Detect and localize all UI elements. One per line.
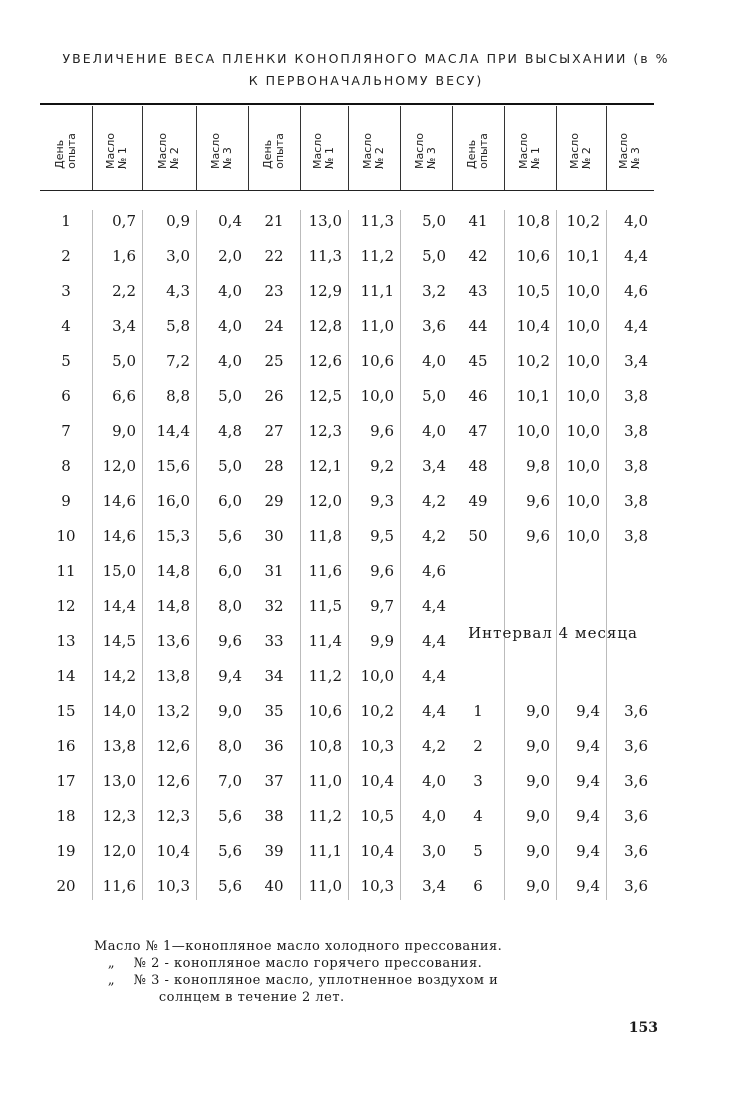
value-cell: 14,6 bbox=[102, 492, 136, 510]
day-cell: 15 bbox=[56, 702, 76, 720]
value-cell: 11,6 bbox=[308, 562, 342, 580]
day-cell: 30 bbox=[264, 527, 284, 545]
day-cell: 17 bbox=[56, 772, 76, 790]
day-cell: 3 bbox=[473, 772, 483, 790]
value-cell: 3,4 bbox=[112, 317, 136, 335]
value-cell: 2,0 bbox=[218, 247, 242, 265]
value-cell: 5,6 bbox=[218, 842, 242, 860]
value-cell: 3,4 bbox=[624, 352, 648, 370]
day-cell: 41 bbox=[468, 212, 488, 230]
interval-label: Интервал 4 месяца bbox=[468, 624, 638, 642]
day-cell: 29 bbox=[264, 492, 284, 510]
value-cell: 10,3 bbox=[360, 737, 394, 755]
column-header-label: Масло № 3 bbox=[616, 132, 642, 170]
value-cell: 5,0 bbox=[112, 352, 136, 370]
day-cell: 40 bbox=[264, 877, 284, 895]
value-cell: 11,2 bbox=[360, 247, 394, 265]
value-cell: 9,5 bbox=[370, 527, 394, 545]
day-cell: 10 bbox=[56, 527, 76, 545]
value-cell: 9,4 bbox=[218, 667, 242, 685]
value-cell: 12,0 bbox=[102, 842, 136, 860]
footnote-oil-1: Масло № 1—конопляное масло холодного прессования. bbox=[94, 939, 503, 954]
value-cell: 11,0 bbox=[308, 877, 342, 895]
day-cell: 24 bbox=[264, 317, 284, 335]
value-cell: 3,6 bbox=[624, 807, 648, 825]
column-header-label: День опыта bbox=[260, 133, 286, 169]
value-cell: 12,0 bbox=[102, 457, 136, 475]
day-cell: 14 bbox=[56, 667, 76, 685]
value-cell: 5,8 bbox=[166, 317, 190, 335]
value-cell: 9,3 bbox=[370, 492, 394, 510]
value-cell: 6,6 bbox=[112, 387, 136, 405]
column-header-label: Масло № 2 bbox=[155, 132, 181, 170]
value-cell: 12,6 bbox=[308, 352, 342, 370]
value-cell: 9,0 bbox=[112, 422, 136, 440]
value-cell: 5,6 bbox=[218, 877, 242, 895]
column-header bbox=[196, 112, 248, 190]
value-cell: 13,0 bbox=[102, 772, 136, 790]
value-cell: 14,4 bbox=[156, 422, 190, 440]
value-cell: 10,6 bbox=[360, 352, 394, 370]
value-cell: 9,0 bbox=[218, 702, 242, 720]
value-cell: 10,4 bbox=[360, 772, 394, 790]
value-cell: 10,1 bbox=[516, 387, 550, 405]
day-cell: 43 bbox=[468, 282, 488, 300]
table-title bbox=[30, 48, 702, 92]
footnotes bbox=[94, 938, 634, 1006]
day-cell: 48 bbox=[468, 457, 488, 475]
value-cell: 10,6 bbox=[516, 247, 550, 265]
column-header-label: Масло № 1 bbox=[310, 132, 336, 170]
value-cell: 4,6 bbox=[624, 282, 648, 300]
value-cell: 4,4 bbox=[624, 247, 648, 265]
value-cell: 3,8 bbox=[624, 492, 648, 510]
column-header-label: День опыта bbox=[52, 133, 78, 169]
value-cell: 9,4 bbox=[576, 807, 600, 825]
column-header-label: День опыта bbox=[464, 133, 490, 169]
day-cell: 31 bbox=[264, 562, 284, 580]
value-cell: 3,8 bbox=[624, 527, 648, 545]
value-cell: 3,2 bbox=[422, 282, 446, 300]
column-header-label: Масло № 3 bbox=[208, 132, 234, 170]
value-cell: 5,6 bbox=[218, 807, 242, 825]
value-cell: 5,0 bbox=[422, 247, 446, 265]
footnote-oil-2: „ № 2 - конопляное масло горячего прессования. bbox=[94, 956, 483, 971]
value-cell: 10,0 bbox=[566, 527, 600, 545]
value-cell: 7,2 bbox=[166, 352, 190, 370]
value-cell: 10,0 bbox=[566, 492, 600, 510]
value-cell: 1,6 bbox=[112, 247, 136, 265]
header-column-rule bbox=[300, 106, 301, 190]
value-cell: 16,0 bbox=[156, 492, 190, 510]
value-cell: 10,0 bbox=[566, 352, 600, 370]
column-header-label: Масло № 3 bbox=[412, 132, 438, 170]
value-cell: 9,4 bbox=[576, 702, 600, 720]
day-cell: 47 bbox=[468, 422, 488, 440]
value-cell: 3,8 bbox=[624, 387, 648, 405]
day-cell: 36 bbox=[264, 737, 284, 755]
value-cell: 10,4 bbox=[156, 842, 190, 860]
value-cell: 4,2 bbox=[422, 527, 446, 545]
value-cell: 11,3 bbox=[308, 247, 342, 265]
day-cell: 45 bbox=[468, 352, 488, 370]
value-cell: 4,0 bbox=[624, 212, 648, 230]
column-header bbox=[348, 112, 400, 190]
value-cell: 13,2 bbox=[156, 702, 190, 720]
value-cell: 4,8 bbox=[218, 422, 242, 440]
value-cell: 15,6 bbox=[156, 457, 190, 475]
column-header bbox=[300, 112, 348, 190]
value-cell: 10,0 bbox=[360, 667, 394, 685]
value-cell: 10,4 bbox=[360, 842, 394, 860]
header-column-rule bbox=[400, 106, 401, 190]
value-cell: 13,8 bbox=[102, 737, 136, 755]
value-cell: 10,2 bbox=[516, 352, 550, 370]
value-cell: 10,2 bbox=[360, 702, 394, 720]
value-cell: 4,0 bbox=[218, 317, 242, 335]
day-cell: 5 bbox=[61, 352, 71, 370]
value-cell: 3,0 bbox=[422, 842, 446, 860]
value-cell: 5,0 bbox=[218, 387, 242, 405]
day-cell: 19 bbox=[56, 842, 76, 860]
value-cell: 10,0 bbox=[566, 422, 600, 440]
day-cell: 4 bbox=[473, 807, 483, 825]
value-cell: 5,6 bbox=[218, 527, 242, 545]
day-cell: 22 bbox=[264, 247, 284, 265]
value-cell: 3,8 bbox=[624, 457, 648, 475]
value-cell: 11,1 bbox=[360, 282, 394, 300]
page-number: 153 bbox=[628, 1020, 658, 1036]
value-cell: 13,0 bbox=[308, 212, 342, 230]
day-cell: 44 bbox=[468, 317, 488, 335]
value-cell: 9,6 bbox=[526, 492, 550, 510]
value-cell: 12,9 bbox=[308, 282, 342, 300]
value-cell: 3,6 bbox=[624, 842, 648, 860]
day-cell: 2 bbox=[473, 737, 483, 755]
day-cell: 6 bbox=[473, 877, 483, 895]
day-cell: 5 bbox=[473, 842, 483, 860]
day-cell: 46 bbox=[468, 387, 488, 405]
column-header-label: Масло № 2 bbox=[567, 132, 593, 170]
value-cell: 13,8 bbox=[156, 667, 190, 685]
table-title-line-1: УВЕЛИЧЕНИЕ ВЕСА ПЛЕНКИ КОНОПЛЯНОГО МАСЛА ПРИ ВЫСЫХАНИИ (в % bbox=[62, 51, 670, 66]
value-cell: 10,0 bbox=[566, 457, 600, 475]
day-cell: 27 bbox=[264, 422, 284, 440]
value-cell: 5,0 bbox=[218, 457, 242, 475]
value-cell: 12,3 bbox=[102, 807, 136, 825]
value-cell: 8,0 bbox=[218, 737, 242, 755]
day-cell: 21 bbox=[264, 212, 284, 230]
column-header bbox=[556, 112, 606, 190]
value-cell: 10,0 bbox=[360, 387, 394, 405]
value-cell: 4,4 bbox=[624, 317, 648, 335]
value-cell: 9,4 bbox=[576, 877, 600, 895]
value-cell: 11,2 bbox=[308, 667, 342, 685]
value-cell: 9,4 bbox=[576, 842, 600, 860]
value-cell: 7,0 bbox=[218, 772, 242, 790]
value-cell: 10,5 bbox=[360, 807, 394, 825]
value-cell: 12,6 bbox=[156, 737, 190, 755]
value-cell: 15,3 bbox=[156, 527, 190, 545]
value-cell: 9,0 bbox=[526, 772, 550, 790]
value-cell: 10,0 bbox=[516, 422, 550, 440]
value-cell: 13,6 bbox=[156, 632, 190, 650]
column-header bbox=[504, 112, 556, 190]
value-cell: 4,0 bbox=[422, 352, 446, 370]
value-cell: 4,2 bbox=[422, 492, 446, 510]
value-cell: 10,3 bbox=[156, 877, 190, 895]
value-cell: 10,0 bbox=[566, 282, 600, 300]
value-cell: 4,0 bbox=[218, 352, 242, 370]
value-cell: 9,6 bbox=[370, 562, 394, 580]
value-cell: 3,8 bbox=[624, 422, 648, 440]
value-cell: 9,4 bbox=[576, 737, 600, 755]
day-cell: 9 bbox=[61, 492, 71, 510]
day-cell: 35 bbox=[264, 702, 284, 720]
day-cell: 37 bbox=[264, 772, 284, 790]
value-cell: 4,2 bbox=[422, 737, 446, 755]
day-cell: 7 bbox=[61, 422, 71, 440]
value-cell: 9,4 bbox=[576, 772, 600, 790]
day-cell: 16 bbox=[56, 737, 76, 755]
value-cell: 9,8 bbox=[526, 457, 550, 475]
day-cell: 39 bbox=[264, 842, 284, 860]
value-cell: 10,0 bbox=[566, 387, 600, 405]
day-cell: 11 bbox=[56, 562, 76, 580]
value-cell: 3,4 bbox=[422, 457, 446, 475]
value-cell: 10,1 bbox=[566, 247, 600, 265]
day-cell: 32 bbox=[264, 597, 284, 615]
value-cell: 4,0 bbox=[422, 422, 446, 440]
value-cell: 8,8 bbox=[166, 387, 190, 405]
value-cell: 14,6 bbox=[102, 527, 136, 545]
value-cell: 9,6 bbox=[526, 527, 550, 545]
value-cell: 9,7 bbox=[370, 597, 394, 615]
value-cell: 12,1 bbox=[308, 457, 342, 475]
day-cell: 38 bbox=[264, 807, 284, 825]
value-cell: 12,3 bbox=[308, 422, 342, 440]
value-cell: 6,0 bbox=[218, 562, 242, 580]
value-cell: 4,0 bbox=[218, 282, 242, 300]
value-cell: 0,4 bbox=[218, 212, 242, 230]
day-cell: 49 bbox=[468, 492, 488, 510]
value-cell: 10,5 bbox=[516, 282, 550, 300]
value-cell: 0,9 bbox=[166, 212, 190, 230]
value-cell: 11,5 bbox=[308, 597, 342, 615]
value-cell: 11,3 bbox=[360, 212, 394, 230]
value-cell: 8,0 bbox=[218, 597, 242, 615]
value-cell: 10,2 bbox=[566, 212, 600, 230]
value-cell: 10,0 bbox=[566, 317, 600, 335]
value-cell: 12,3 bbox=[156, 807, 190, 825]
value-cell: 4,4 bbox=[422, 702, 446, 720]
day-cell: 33 bbox=[264, 632, 284, 650]
value-cell: 10,8 bbox=[308, 737, 342, 755]
column-header-label: Масло № 2 bbox=[360, 132, 386, 170]
value-cell: 10,3 bbox=[360, 877, 394, 895]
value-cell: 6,0 bbox=[218, 492, 242, 510]
header-column-rule bbox=[142, 106, 143, 190]
day-cell: 23 bbox=[264, 282, 284, 300]
value-cell: 14,2 bbox=[102, 667, 136, 685]
value-cell: 9,0 bbox=[526, 842, 550, 860]
day-cell: 28 bbox=[264, 457, 284, 475]
column-header bbox=[142, 112, 196, 190]
day-cell: 3 bbox=[61, 282, 71, 300]
value-cell: 12,5 bbox=[308, 387, 342, 405]
value-cell: 11,6 bbox=[102, 877, 136, 895]
value-cell: 11,8 bbox=[308, 527, 342, 545]
table-title-line-2: К ПЕРВОНАЧАЛЬНОМУ ВЕСУ) bbox=[248, 73, 484, 88]
table-top-rule bbox=[40, 103, 654, 105]
day-cell: 13 bbox=[56, 632, 76, 650]
value-cell: 9,9 bbox=[370, 632, 394, 650]
value-cell: 3,6 bbox=[422, 317, 446, 335]
value-cell: 11,4 bbox=[308, 632, 342, 650]
day-cell: 50 bbox=[468, 527, 488, 545]
header-column-rule bbox=[248, 106, 249, 190]
value-cell: 4,0 bbox=[422, 807, 446, 825]
value-cell: 9,0 bbox=[526, 702, 550, 720]
column-header bbox=[92, 112, 142, 190]
day-cell: 26 bbox=[264, 387, 284, 405]
value-cell: 4,0 bbox=[422, 772, 446, 790]
header-column-rule bbox=[556, 106, 557, 190]
column-header bbox=[248, 112, 300, 190]
value-cell: 12,6 bbox=[156, 772, 190, 790]
day-cell: 6 bbox=[61, 387, 71, 405]
column-header bbox=[400, 112, 452, 190]
value-cell: 9,0 bbox=[526, 737, 550, 755]
header-column-rule bbox=[606, 106, 607, 190]
value-cell: 2,2 bbox=[112, 282, 136, 300]
value-cell: 5,0 bbox=[422, 387, 446, 405]
value-cell: 3,6 bbox=[624, 772, 648, 790]
day-cell: 25 bbox=[264, 352, 284, 370]
value-cell: 4,4 bbox=[422, 597, 446, 615]
day-cell: 1 bbox=[61, 212, 71, 230]
value-cell: 14,5 bbox=[102, 632, 136, 650]
header-column-rule bbox=[348, 106, 349, 190]
day-cell: 42 bbox=[468, 247, 488, 265]
day-cell: 34 bbox=[264, 667, 284, 685]
value-cell: 4,4 bbox=[422, 667, 446, 685]
column-header bbox=[606, 112, 654, 190]
header-column-rule bbox=[196, 106, 197, 190]
value-cell: 14,8 bbox=[156, 597, 190, 615]
column-header bbox=[40, 112, 92, 190]
column-header-label: Масло № 1 bbox=[103, 132, 129, 170]
value-cell: 5,0 bbox=[422, 212, 446, 230]
value-cell: 9,0 bbox=[526, 807, 550, 825]
value-cell: 10,8 bbox=[516, 212, 550, 230]
column-header-label: Масло № 1 bbox=[516, 132, 542, 170]
value-cell: 15,0 bbox=[102, 562, 136, 580]
value-cell: 3,4 bbox=[422, 877, 446, 895]
value-cell: 14,8 bbox=[156, 562, 190, 580]
header-divider bbox=[40, 190, 654, 191]
day-cell: 12 bbox=[56, 597, 76, 615]
footnote-oil-3: „ № 3 - конопляное масло, уплотненное воздухом и bbox=[94, 973, 499, 988]
value-cell: 9,2 bbox=[370, 457, 394, 475]
value-cell: 11,2 bbox=[308, 807, 342, 825]
value-cell: 3,0 bbox=[166, 247, 190, 265]
header-column-rule bbox=[92, 106, 93, 190]
value-cell: 0,7 bbox=[112, 212, 136, 230]
value-cell: 3,6 bbox=[624, 877, 648, 895]
value-cell: 9,6 bbox=[218, 632, 242, 650]
value-cell: 3,6 bbox=[624, 702, 648, 720]
value-cell: 11,0 bbox=[360, 317, 394, 335]
day-cell: 20 bbox=[56, 877, 76, 895]
day-cell: 2 bbox=[61, 247, 71, 265]
value-cell: 11,0 bbox=[308, 772, 342, 790]
value-cell: 4,4 bbox=[422, 632, 446, 650]
value-cell: 10,6 bbox=[308, 702, 342, 720]
day-cell: 1 bbox=[473, 702, 483, 720]
footnote-oil-3-cont: солнцем в течение 2 лет. bbox=[94, 990, 345, 1005]
value-cell: 12,8 bbox=[308, 317, 342, 335]
value-cell: 9,6 bbox=[370, 422, 394, 440]
value-cell: 14,0 bbox=[102, 702, 136, 720]
day-cell: 4 bbox=[61, 317, 71, 335]
day-cell: 18 bbox=[56, 807, 76, 825]
value-cell: 9,0 bbox=[526, 877, 550, 895]
value-cell: 4,3 bbox=[166, 282, 190, 300]
value-cell: 14,4 bbox=[102, 597, 136, 615]
value-cell: 3,6 bbox=[624, 737, 648, 755]
header-column-rule bbox=[452, 106, 453, 190]
day-cell: 8 bbox=[61, 457, 71, 475]
value-cell: 12,0 bbox=[308, 492, 342, 510]
value-cell: 11,1 bbox=[308, 842, 342, 860]
value-cell: 10,4 bbox=[516, 317, 550, 335]
header-column-rule bbox=[504, 106, 505, 190]
column-header bbox=[452, 112, 504, 190]
value-cell: 4,6 bbox=[422, 562, 446, 580]
